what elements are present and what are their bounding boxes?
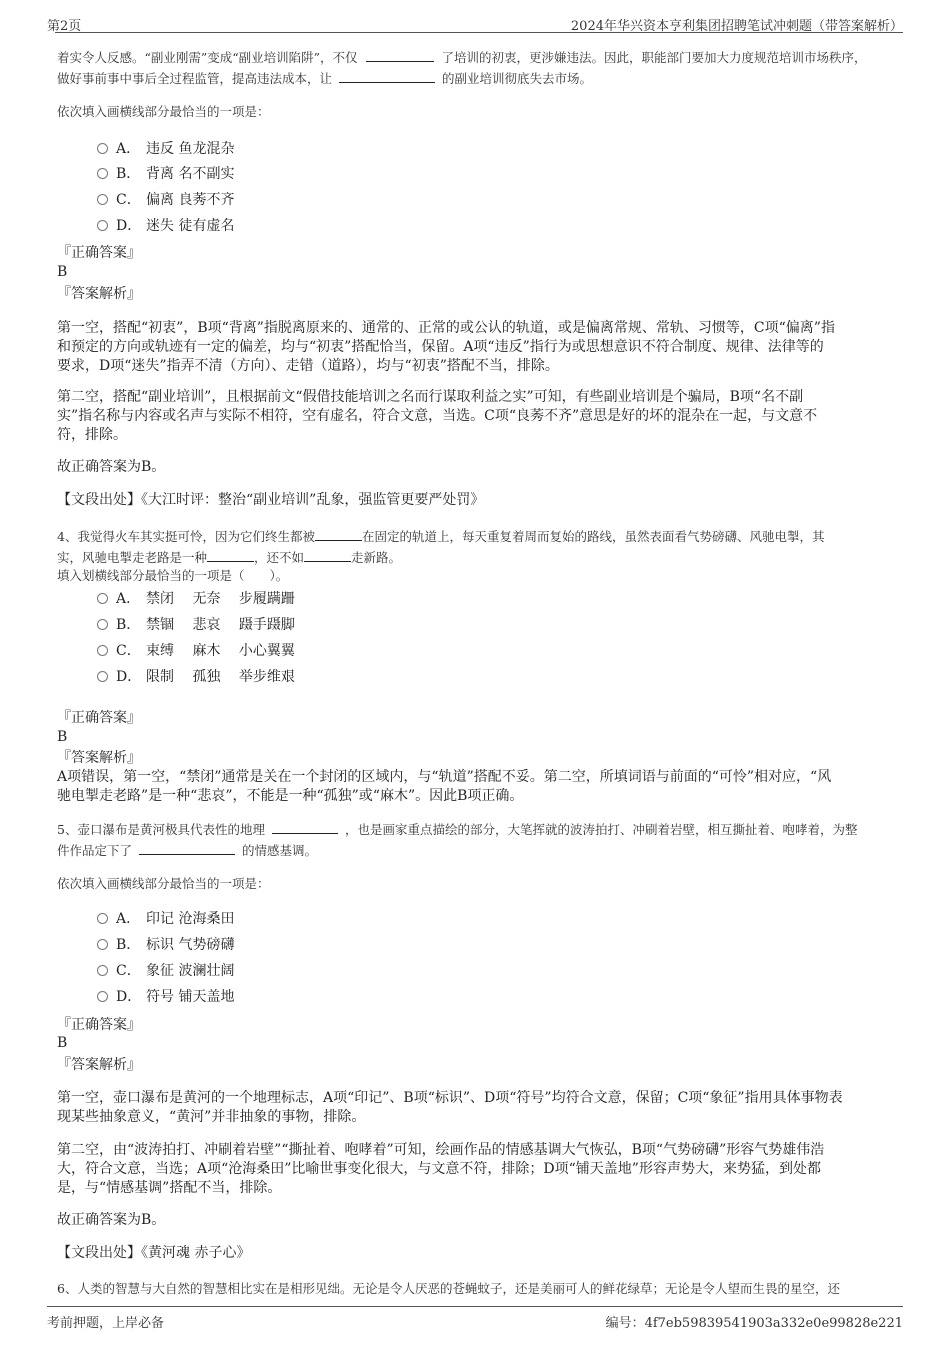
fill-blank	[339, 70, 435, 83]
option-text: 禁锢 悲哀 蹑手蹑脚	[146, 617, 295, 633]
q5-option-a[interactable]	[97, 910, 234, 928]
q4-analysis-line: A项错误，第一空，“禁闭”通常是关在一个封闭的区域内，与“轨道”搭配不妥。第二空，所填词语与前面的“可怜”相对应，“风	[57, 769, 832, 785]
fill-blank	[315, 528, 362, 541]
source-label: 【文段出处】	[57, 1245, 141, 1261]
option-text: 背离 名不副实	[146, 166, 235, 182]
q5-conclusion: 故正确答案为B。	[57, 1212, 166, 1228]
radio-button[interactable]	[97, 194, 108, 205]
document-title: 2024年华兴资本亨利集团招聘笔试冲刺题（带答案解析）	[570, 19, 903, 34]
q3-option-a[interactable]	[97, 140, 234, 158]
q3-answer-label: 『正确答案』	[57, 245, 141, 261]
q4-stem-part: 在固定的轨道上，每天重复着周而复始的路线，虽然表面看气势磅礴、风驰电掣，其	[361, 529, 825, 544]
footer-slogan: 考前押题，上岸必备	[47, 1316, 165, 1331]
page-header	[47, 14, 903, 34]
option-text: 标识 气势磅礴	[146, 937, 235, 953]
option-letter: B．	[116, 937, 141, 953]
option-text: 印记 沧海桑田	[146, 911, 235, 927]
option-letter: D．	[116, 989, 142, 1005]
radio-button[interactable]	[97, 645, 108, 656]
q4-answer-label: 『正确答案』	[57, 710, 141, 726]
option-letter: C．	[116, 643, 141, 659]
q4-stem-part: 4、我觉得火车其实挺可怜，因为它们终生都被	[57, 529, 315, 544]
option-letter: B．	[116, 166, 141, 182]
radio-button[interactable]	[97, 965, 108, 976]
q3-conclusion: 故正确答案为B。	[57, 459, 166, 475]
q5-stem-line-1	[57, 821, 857, 838]
q3-option-c[interactable]	[97, 191, 234, 209]
radio-button[interactable]	[97, 143, 108, 154]
q4-option-c[interactable]	[97, 642, 295, 660]
q5-option-d[interactable]	[97, 988, 234, 1006]
q6-stem-line-1: 6、人类的智慧与大自然的智慧相比实在是相形见绌。无论是令人厌恶的苍蝇蚊子，还是美丽可人的鲜花绿草；无论是令人望而生畏的星空，还	[57, 1281, 840, 1296]
q5-analysis-line: 大，符合文意，当选；A项“沧海桑田”比喻世事变化很大，与文意不符，排除；D项“铺天盖地”形容声势大，来势猛，到处都	[57, 1161, 821, 1177]
option-text: 象征 波澜壮阔	[146, 963, 235, 979]
q4-option-a[interactable]	[97, 590, 295, 608]
q5-analysis-label: 『答案解析』	[57, 1057, 141, 1073]
q5-option-b[interactable]	[97, 936, 234, 954]
page-footer	[47, 1306, 903, 1331]
q5-analysis-line: 第二空，由“波涛拍打、冲刷着岩壁”“撕扯着、咆哮着”可知，绘画作品的情感基调大气恢弘，B项“气势磅礴”形容气势雄伟浩	[57, 1142, 825, 1158]
footer-code: 编号：4f7eb59839541903a332e0e99828e221	[605, 1316, 903, 1331]
q4-stem-part: 走新路。	[351, 550, 402, 565]
q5-prompt: 依次填入画横线部分最恰当的一项是：	[57, 876, 270, 891]
q4-option-b[interactable]	[97, 616, 295, 634]
q3-option-d[interactable]	[97, 217, 234, 235]
q3-analysis-label: 『答案解析』	[57, 286, 141, 302]
q5-analysis-line: 现某些抽象意义，“黄河”并非抽象的事物，排除。	[57, 1109, 366, 1125]
option-text: 符号 铺天盖地	[146, 989, 235, 1005]
q5-option-c[interactable]	[97, 962, 234, 980]
q3-analysis-line: 符，排除。	[57, 427, 127, 443]
option-letter: D．	[116, 218, 142, 234]
q4-analysis-label: 『答案解析』	[57, 750, 141, 766]
option-text: 偏离 良莠不齐	[146, 192, 235, 208]
q3-analysis-line: 要求，D项“迷失”指弄不清（方向）、走错（道路），均与“初衷”搭配不当，排除。	[57, 358, 559, 374]
option-letter: C．	[116, 963, 141, 979]
q5-analysis-line: 是，与“情感基调”搭配不当，排除。	[57, 1180, 282, 1196]
q4-analysis-line: 驰电掣走老路”是一种“悲哀”，不能是一种“孤独”或“麻木”。因此B项正确。	[57, 788, 524, 804]
radio-button[interactable]	[97, 913, 108, 924]
q5-stem-part: 的情感基调。	[241, 843, 317, 858]
q3-source	[57, 491, 484, 509]
q5-stem-part: 件作品定下了	[57, 843, 133, 858]
radio-button[interactable]	[97, 619, 108, 630]
option-text: 束缚 麻木 小心翼翼	[146, 643, 295, 659]
q3-passage-line-1	[57, 49, 867, 66]
q5-source	[57, 1244, 250, 1262]
q4-option-d[interactable]	[97, 668, 295, 686]
q5-answer-label: 『正确答案』	[57, 1017, 141, 1033]
page-number: 第2页	[47, 19, 82, 34]
option-letter: A．	[116, 591, 141, 607]
source-label: 【文段出处】	[57, 492, 141, 508]
q4-stem-line-2	[57, 549, 401, 566]
q3-answer: B	[57, 264, 68, 280]
option-text: 限制 孤独 举步维艰	[146, 669, 295, 685]
q3-passage-part: 的副业培训彻底失去市场。	[441, 71, 592, 86]
q4-stem-part: ，还不如	[254, 550, 305, 565]
radio-button[interactable]	[97, 168, 108, 179]
q5-analysis-line: 第一空，壶口瀑布是黄河的一个地理标志，A项“印记”、B项“标识”、D项“符号”均符合文意，保留；C项“象征”指用具体事物表	[57, 1090, 843, 1106]
option-text: 禁闭 无奈 步履蹒跚	[146, 591, 295, 607]
q5-stem-line-2	[57, 842, 317, 859]
q3-option-b[interactable]	[97, 165, 234, 183]
option-letter: A．	[116, 141, 141, 157]
option-text: 违反 鱼龙混杂	[146, 141, 235, 157]
source-title: 《大江时评：整治“副业培训”乱象，强监管更要严处罚》	[141, 492, 485, 508]
radio-button[interactable]	[97, 939, 108, 950]
fill-blank	[207, 549, 254, 562]
q4-answer: B	[57, 729, 68, 745]
option-text: 迷失 徒有虚名	[146, 218, 235, 234]
q4-stem-line-1	[57, 528, 824, 545]
q3-analysis-line: 和预定的方向或轨迹有一定的偏差，均与“初衷”搭配恰当，保留。A项“违反”指行为或思想意识不符合制度、规律、法律等的	[57, 339, 824, 355]
fill-blank	[272, 821, 338, 834]
fill-blank	[304, 549, 351, 562]
fill-blank	[366, 49, 434, 62]
radio-button[interactable]	[97, 991, 108, 1002]
q3-analysis-line: 第一空，搭配“初衷”，B项“背离”指脱离原来的、通常的、正常的或公认的轨道，或是偏离常规、常轨、习惯等，C项“偏离”指	[57, 320, 835, 336]
option-letter: D．	[116, 669, 142, 685]
option-letter: C．	[116, 192, 141, 208]
q4-stem-part: 实，风驰电掣走老路是一种	[57, 550, 208, 565]
q5-stem-part: 5、壶口瀑布是黄河极具代表性的地理	[57, 822, 265, 837]
q3-analysis-line: 第二空，搭配“副业培训”，且根据前文“假借技能培训之名而行谋取利益之实”可知，有些副业培训是个骗局，B项“名不副	[57, 389, 804, 405]
radio-button[interactable]	[97, 593, 108, 604]
q3-passage-part: 着实令人反感。“副业刚需”变成“副业培训陷阱”，不仅	[57, 50, 358, 65]
q3-prompt: 依次填入画横线部分最恰当的一项是：	[57, 104, 270, 119]
q3-analysis-line: 实”指名称与内容或名声与实际不相符，空有虚名，符合文意，当选。C项“良莠不齐”意思是好的坏的混杂在一起，与文意不	[57, 408, 818, 424]
q3-passage-line-2	[57, 70, 592, 87]
fill-blank	[139, 842, 235, 855]
option-letter: A．	[116, 911, 141, 927]
q5-stem-part: ，也是画家重点描绘的部分，大笔挥就的波涛拍打、冲刷着岩壁，相互撕扯着、咆哮着，为整	[344, 822, 858, 837]
source-title: 《黄河魂 赤子心》	[141, 1245, 251, 1261]
option-letter: B．	[116, 617, 141, 633]
q3-passage-part: 做好事前事中事后全过程监管，提高违法成本，让	[57, 71, 333, 86]
q4-prompt: 填入划横线部分最恰当的一项是（ ）。	[57, 568, 289, 583]
radio-button[interactable]	[97, 220, 108, 231]
q5-answer: B	[57, 1035, 68, 1051]
radio-button[interactable]	[97, 671, 108, 682]
q3-passage-part: 了培训的初衷，更涉嫌违法。因此，职能部门要加大力度规范培训市场秩序，	[441, 50, 867, 65]
